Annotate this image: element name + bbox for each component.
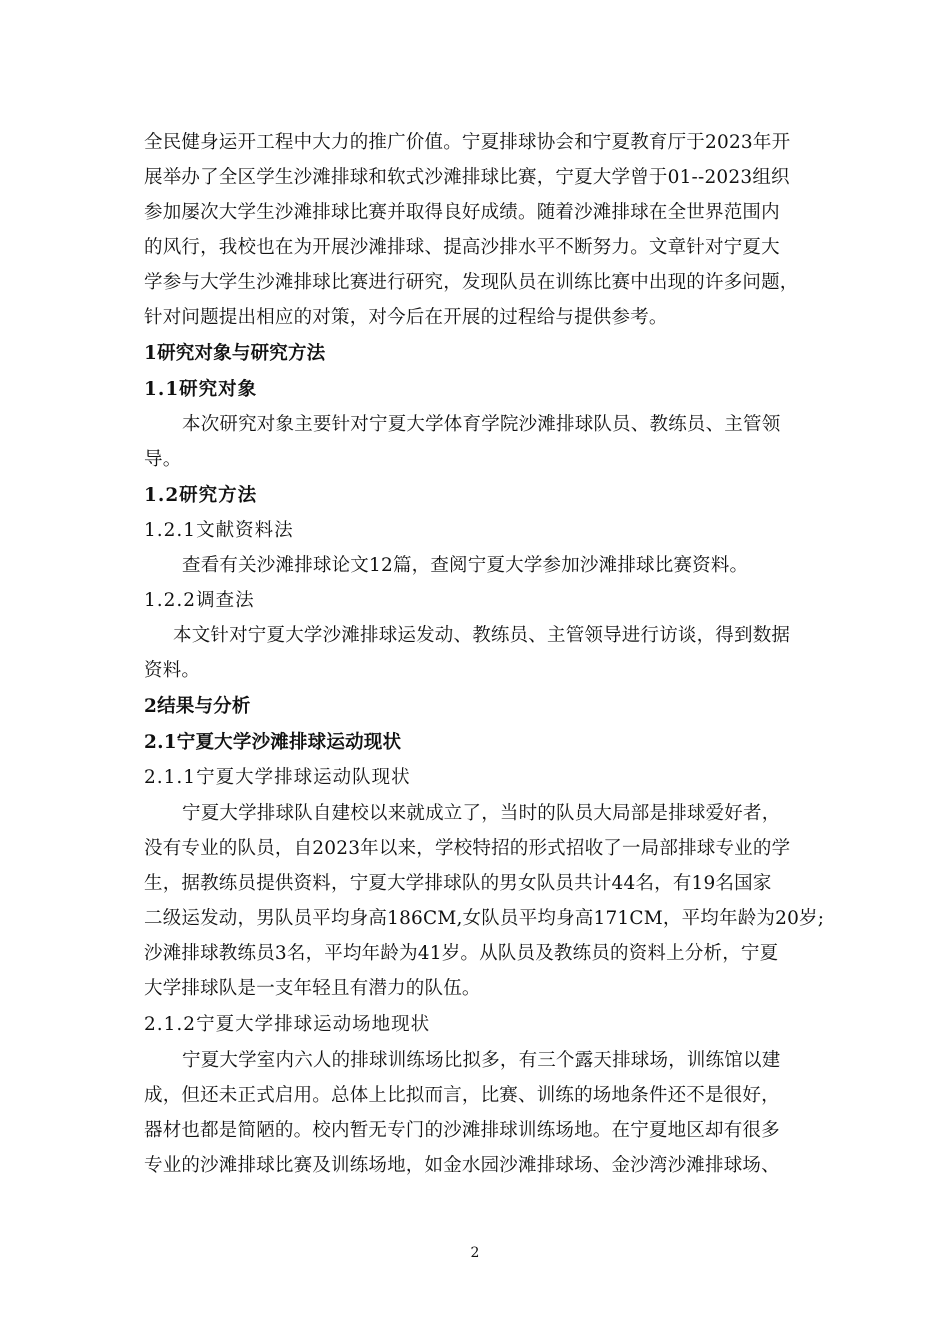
body-line: 本次研究对象主要针对宁夏大学体育学院沙滩排球队员、教练员、主管领 [182,414,781,435]
subsection-heading: 2.1宁夏大学沙滩排球运动现状 [144,732,402,753]
body-line: 生，据教练员提供资料，宁夏大学排球队的男女队员共计44名，有19名国家 [144,873,772,894]
body-line: 学参与大学生沙滩排球比赛进行研究，发现队员在训练比赛中出现的许多问题， [144,272,799,293]
page-number: 2 [470,1245,480,1261]
sub-subsection-heading: 1.2.1文献资料法 [144,520,294,541]
body-line: 查看有关沙滩排球论文12篇，查阅宁夏大学参加沙滩排球比赛资料。 [182,555,749,576]
body-line: 本文针对宁夏大学沙滩排球运发动、教练员、主管领导进行访谈，得到数据 [173,625,791,646]
sub-subsection-heading: 2.1.2宁夏大学排球运动场地现状 [144,1014,431,1035]
body-line: 成，但还未正式启用。总体上比拟而言，比赛、训练的场地条件还不是很好， [144,1085,780,1106]
body-line: 全民健身运开工程中大力的推广价值。宁夏排球协会和宁夏教育厅于2023年开 [144,132,791,153]
body-line: 大学排球队是一支年轻且有潜力的队伍。 [144,978,481,999]
body-line: 参加屡次大学生沙滩排球比赛并取得良好成绩。随着沙滩排球在全世界范围内 [144,202,780,223]
body-line: 导。 [144,449,182,470]
body-line: 资料。 [144,660,201,681]
body-line: 器材也都是简陋的。校内暂无专门的沙滩排球训练场地。在宁夏地区却有很多 [144,1120,780,1141]
section-heading: 1研究对象与研究方法 [144,343,326,364]
body-line: 宁夏大学室内六人的排球训练场比拟多，有三个露天排球场，训练馆以建 [182,1050,781,1071]
body-line: 展举办了全区学生沙滩排球和软式沙滩排球比赛，宁夏大学曾于01--2023组织 [144,167,790,188]
body-line: 的风行，我校也在为开展沙滩排球、提高沙排水平不断努力。文章针对宁夏大 [144,237,780,258]
body-line: 二级运发动，男队员平均身高186CM,女队员平均身高171CM，平均年龄为20岁; [144,908,825,929]
subsection-heading: 1.2研究方法 [144,485,258,506]
subsection-heading: 1.1研究对象 [144,379,258,400]
sub-subsection-heading: 2.1.1宁夏大学排球运动队现状 [144,767,411,788]
sub-subsection-heading: 1.2.2调查法 [144,590,255,611]
body-line: 沙滩排球教练员3名，平均年龄为41岁。从队员及教练员的资料上分析，宁夏 [144,943,779,964]
body-line: 专业的沙滩排球比赛及训练场地，如金水园沙滩排球场、金沙湾沙滩排球场、 [144,1155,780,1176]
body-line: 没有专业的队员，自2023年以来，学校特招的形式招收了一局部排球专业的学 [144,838,791,859]
body-line: 针对问题提出相应的对策，对今后在开展的过程给与提供参考。 [144,307,668,328]
body-line: 宁夏大学排球队自建校以来就成立了，当时的队员大局部是排球爱好者， [182,803,781,824]
section-heading: 2结果与分析 [144,696,251,717]
